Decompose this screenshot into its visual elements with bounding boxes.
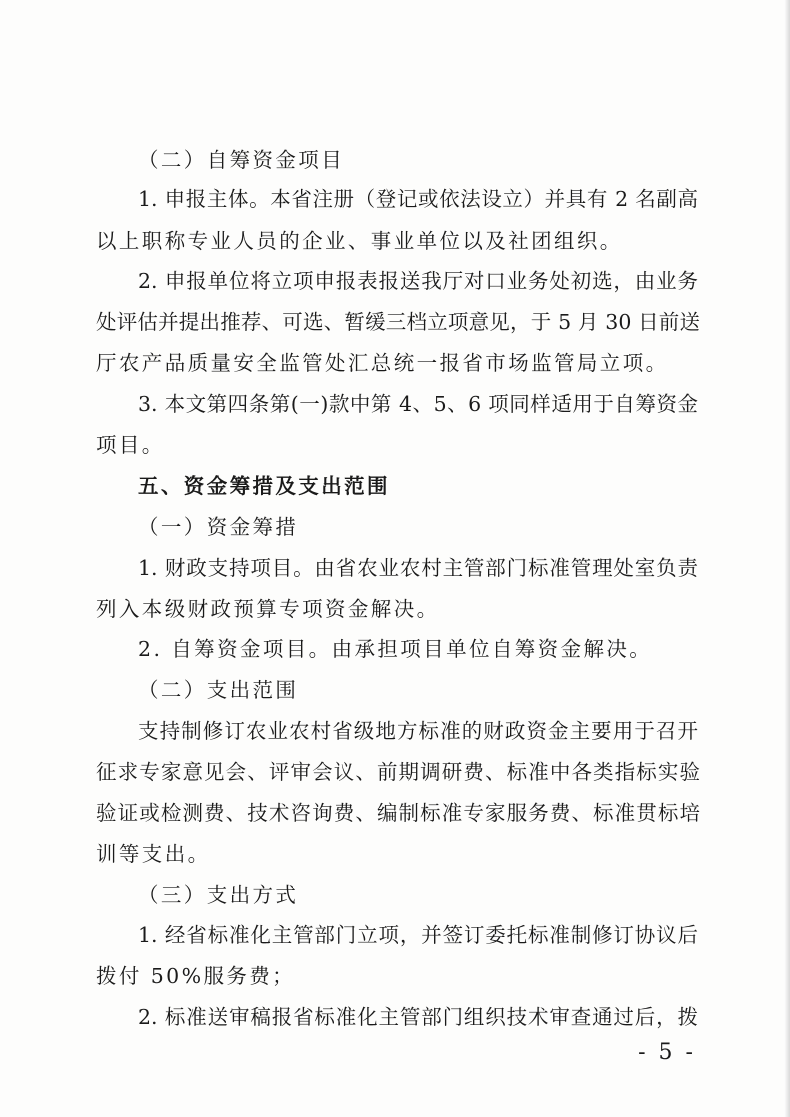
subsection-heading-expenditure-scope: （二）支出范围 bbox=[138, 678, 299, 702]
paragraph-line: 训等支出。 bbox=[96, 842, 211, 866]
paragraph-line: 3. 本文第四条第(一)款中第 4、5、6 项同样适用于自筹资金 bbox=[138, 392, 698, 416]
paragraph-line: 1. 财政支持项目。由省农业农村主管部门标准管理处室负责 bbox=[138, 556, 698, 580]
scan-edge-shadow bbox=[784, 0, 790, 1117]
paragraph-line: 以上职称专业人员的企业、事业单位以及社团组织。 bbox=[96, 229, 623, 253]
subsection-heading-fund-raising: （一）资金筹措 bbox=[138, 515, 299, 539]
paragraph-line: 验证或检测费、技术咨询费、编制标准专家服务费、标准贯标培 bbox=[96, 801, 700, 825]
paragraph-line: 厅农产品质量安全监管处汇总统一报省市场监管局立项。 bbox=[96, 351, 669, 375]
paragraph-line: 拨付 50%服务费； bbox=[96, 964, 296, 988]
paragraph-line: 1. 经省标准化主管部门立项，并签订委托标准制修订协议后 bbox=[138, 923, 698, 947]
paragraph-line: 1. 申报主体。本省注册（登记或依法设立）并具有 2 名副高 bbox=[138, 187, 698, 211]
paragraph-line: 2. 标准送审稿报省标准化主管部门组织技术审查通过后，拨 bbox=[138, 1005, 698, 1029]
section-heading-funding: 五、资金筹措及支出范围 bbox=[138, 474, 390, 498]
paragraph-line: 2. 申报单位将立项申报表报送我厅对口业务处初选，由业务 bbox=[138, 269, 698, 293]
page-number: - 5 - bbox=[638, 1040, 696, 1065]
paragraph-line: 征求专家意见会、评审会议、前期调研费、标准中各类指标实验 bbox=[96, 760, 700, 784]
subsection-heading-payment-method: （三）支出方式 bbox=[138, 883, 299, 907]
subsection-heading-self-funded: （二）自筹资金项目 bbox=[138, 148, 345, 172]
paragraph-line: 处评估并提出推荐、可选、暂缓三档立项意见，于 5 月 30 日前送 bbox=[96, 310, 700, 334]
paragraph-line: 2. 自筹资金项目。由承担项目单位自筹资金解决。 bbox=[138, 637, 653, 661]
paragraph-line: 支持制修订农业农村省级地方标准的财政资金主要用于召开 bbox=[138, 719, 698, 743]
paragraph-line: 列入本级财政预算专项资金解决。 bbox=[96, 597, 440, 621]
paragraph-line: 项目。 bbox=[96, 433, 165, 457]
